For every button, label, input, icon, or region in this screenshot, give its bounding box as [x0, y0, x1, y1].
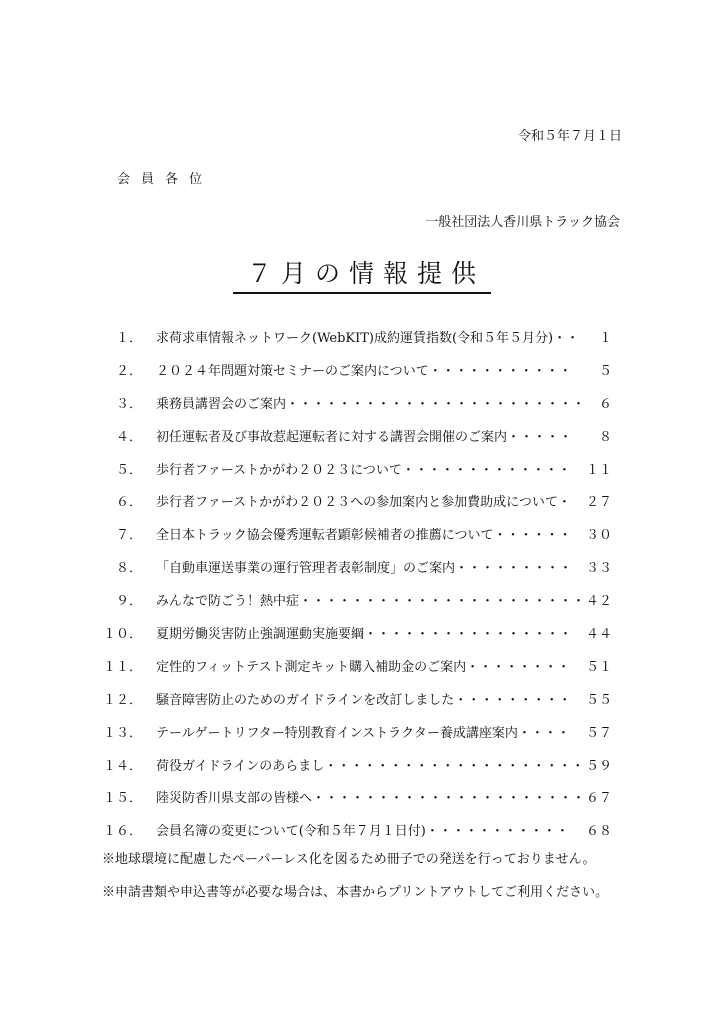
toc-item-title: 荷役ガイドラインのあらまし・・・・・・・・・・・・・・・・・・・・ — [156, 758, 585, 774]
toc-item-number: ７． — [115, 528, 142, 544]
toc-item-title: 初任運転者及び事故惹起運転者に対する講習会開催のご案内・・・・・ — [156, 429, 573, 445]
toc-item-page: １１ — [585, 462, 612, 478]
toc-item-page: ５７ — [585, 725, 612, 741]
toc-item-title: 「自動車運送事業の運行管理者表彰制度」のご案内・・・・・・・・・ — [156, 561, 573, 577]
toc-item-page: ６ — [598, 396, 612, 412]
toc-item — [0, 420, 724, 453]
toc-item-number: １４． — [102, 758, 142, 774]
toc-item-number: １３． — [102, 725, 142, 741]
toc-item-number: ６． — [115, 495, 142, 511]
toc-item-title: テールゲートリフター特別教育インストラクター養成講座案内・・・・ — [156, 725, 570, 741]
issue-date: 令和５年７月１日 — [517, 129, 622, 144]
toc-item-number: １６． — [102, 824, 142, 840]
toc-item-title: 求荷求車情報ネットワーク(WebKIT)成約運賃指数(令和５年５月分)・・ — [156, 331, 580, 346]
sender-organization: 一般社団法人香川県トラック協会 — [425, 215, 620, 230]
table-of-contents — [0, 321, 724, 847]
recipients-line: 会員各位 — [117, 172, 214, 187]
toc-item-title: 歩行者ファーストかがわ２０２３について・・・・・・・・・・・・・ — [156, 462, 571, 478]
toc-item — [0, 354, 724, 387]
toc-item — [0, 584, 724, 617]
toc-item-number: ９． — [115, 594, 142, 610]
toc-item — [0, 617, 724, 650]
toc-item-number: ２． — [115, 363, 142, 379]
toc-item-title: 陸災防香川県支部の皆様へ・・・・・・・・・・・・・・・・・・・・・ — [156, 791, 586, 807]
toc-item — [0, 551, 724, 584]
toc-item — [0, 781, 724, 814]
toc-item-number: ３． — [115, 396, 142, 412]
toc-item-title: 夏期労働災害防止強調運動実施要綱・・・・・・・・・・・・・・・・ — [156, 627, 573, 643]
toc-item-number: １０． — [102, 627, 142, 643]
toc-item-number: ８． — [115, 561, 142, 577]
toc-item — [0, 485, 724, 518]
toc-item-title: 会員名簿の変更について(令和５年７月１日付)・・・・・・・・・・・ — [156, 824, 569, 840]
toc-item — [0, 749, 724, 782]
toc-item-title: ２０２４年問題対策セミナーのご案内について・・・・・・・・・・・ — [156, 363, 572, 379]
toc-item-page: ４２ — [585, 594, 612, 610]
toc-item-page: ３０ — [585, 528, 612, 544]
toc-item-title: 定性的フィットテスト測定キット購入補助金のご案内・・・・・・・・ — [156, 659, 571, 675]
toc-item-page: ５ — [598, 363, 612, 379]
toc-item-page: ５１ — [585, 659, 612, 675]
toc-item — [0, 716, 724, 749]
toc-item-page: ６８ — [585, 824, 612, 840]
toc-item-title: 乗務員講習会のご案内・・・・・・・・・・・・・・・・・・・・・・・ — [156, 396, 586, 412]
toc-item-title: みんなで防ごう！熱中症・・・・・・・・・・・・・・・・・・・・・・ — [156, 594, 586, 610]
toc-item-number: １５． — [102, 791, 142, 807]
toc-item-page: ２７ — [585, 495, 612, 511]
toc-item-number: ４． — [115, 429, 142, 445]
toc-item-number: ５． — [115, 462, 142, 478]
toc-item-number: １１． — [102, 659, 142, 675]
notes-section — [102, 850, 608, 916]
note-paperless: ※地球環境に配慮したペーパーレス化を図るため冊子での発送を行っておりません。 — [102, 852, 596, 867]
toc-item-number: １２． — [102, 692, 142, 708]
toc-item-page: ３３ — [585, 561, 612, 577]
toc-item — [0, 321, 724, 354]
toc-item — [0, 453, 724, 486]
document-title-wrapper — [0, 258, 724, 294]
toc-item-page: ８ — [598, 429, 612, 445]
toc-item — [0, 518, 724, 551]
toc-item-title: 全日本トラック協会優秀運転者顕彰候補者の推薦について・・・・・・ — [156, 528, 572, 544]
document-title: ７月の情報提供 — [233, 258, 491, 294]
note-printout: ※申請書類や申込書等が必要な場合は、本書からプリントアウトしてご利用ください。 — [102, 885, 609, 900]
toc-item-page: ５５ — [585, 692, 612, 708]
toc-item — [0, 814, 724, 847]
toc-item-page: ４４ — [585, 627, 612, 643]
toc-item-page: ５９ — [585, 758, 612, 774]
toc-item-title: 騒音障害防止のためのガイドラインを改訂しました・・・・・・・・・ — [156, 692, 572, 708]
toc-item-page: １ — [598, 331, 612, 346]
toc-item — [0, 387, 724, 420]
toc-item — [0, 650, 724, 683]
toc-item-title: 歩行者ファーストかがわ２０２３への参加案内と参加費助成について・ — [156, 495, 571, 511]
toc-item — [0, 683, 724, 716]
toc-item-page: ６７ — [585, 791, 612, 807]
toc-item-number: １． — [115, 331, 142, 346]
